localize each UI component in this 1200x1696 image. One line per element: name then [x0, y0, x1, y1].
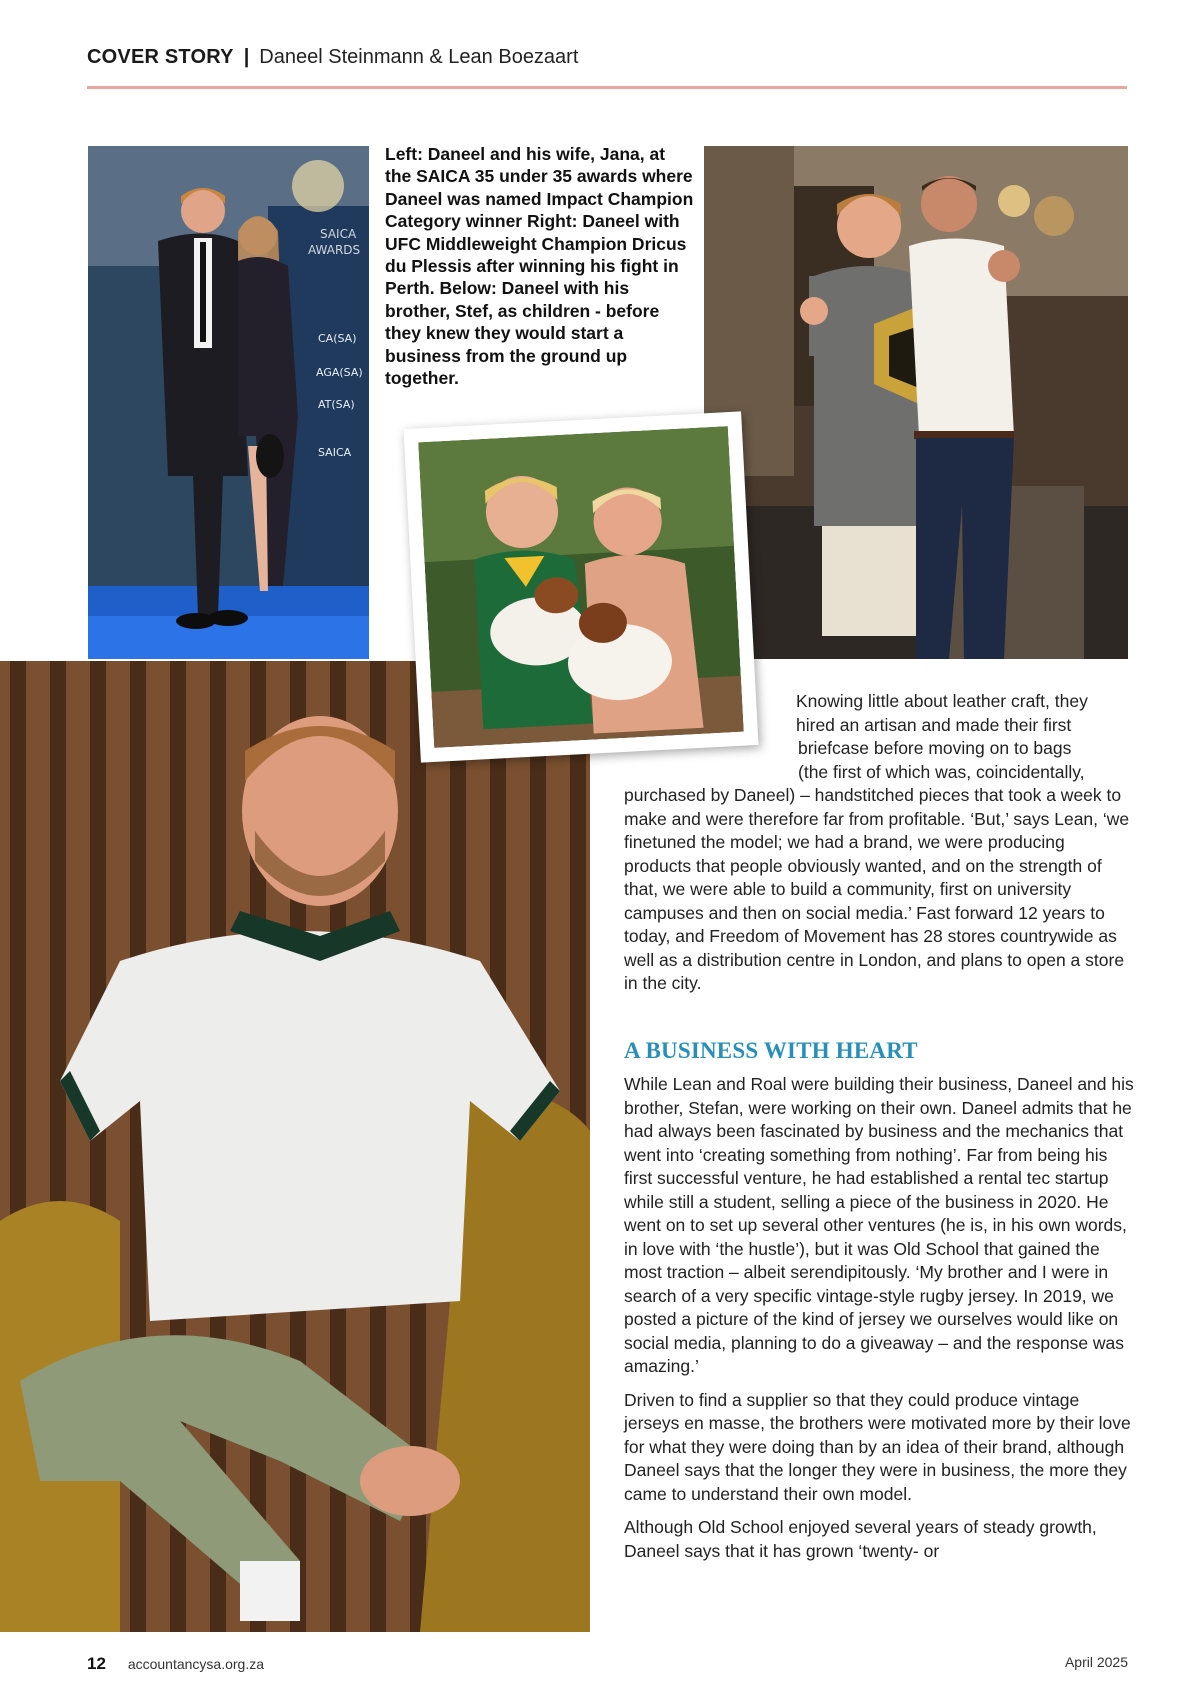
article-paragraph-3: Driven to find a supplier so that they could produce vintage jerseys en masse, the brothers were motivated more by their love for what they were doing than by an idea of their brand, although Daneel says that the longer they were in business, the more they came to understand their own model. — [624, 1389, 1131, 1504]
article-paragraph-1 — [624, 690, 1134, 996]
header-rule — [87, 86, 1127, 89]
wrapped-line-2: hired an artisan and made their first — [796, 714, 1072, 735]
article-body — [624, 1073, 1134, 1573]
wrapped-line-3: briefcase before moving on to bags — [798, 738, 1072, 758]
wrapped-line-1: Knowing little about leather craft, they — [796, 691, 1088, 711]
photo-caption: Left: Daneel and his wife, Jana, at the SAICA 35 under 35 awards where Daneel was named Impact Champion Category winner Right: Daneel with UFC Middleweight Champion Dricus du Plessis after winning his fight in Perth. Below: Daneel with his brother, Stef, as children - before they knew they would start a business from the ground up together. — [385, 144, 694, 389]
footer-date: April 2025 — [1064, 1654, 1128, 1670]
ufc-photo — [704, 146, 1128, 659]
article-paragraph-2: While Lean and Roal were building their business, Daneel and his brother, Stefan, were working on their own. Daneel admits that he had always been fascinated by business and the mechanics that went into ‘creating something from nothing’. Far from being his first successful venture, he had established a rental tec startup while still a student, selling a piece of the business in 2020. He went on to set up several other ventures (he is, in his own words, in love with ‘the hustle’), but it was Old School that gained the most traction – albeit serendipitously. ‘My brother and I were in search of a very specific vintage-style rugby jersey. In 2019, we posted a picture of the kind of jersey we ourselves would like on social media, planning to do a giveaway – and the response was amazing.’ — [624, 1074, 1134, 1376]
backdrop-text-ca: CA(SA) — [318, 332, 357, 345]
footer-website: accountancysa.org.za — [127, 1656, 265, 1672]
portrait-photo — [0, 661, 590, 1632]
page-header — [87, 46, 578, 69]
wrapped-line-4: (the first of which was, coincidentally, — [798, 761, 1085, 782]
backdrop-text-at: AT(SA) — [318, 398, 355, 411]
backdrop-text-saica-2: SAICA — [318, 446, 352, 459]
backdrop-text-aga: AGA(SA) — [316, 366, 363, 379]
backdrop-text-awards: AWARDS — [308, 243, 361, 257]
awards-photo — [88, 146, 369, 659]
backdrop-text-saica: SAICA — [320, 227, 357, 241]
article-paragraph-4: Although Old School enjoyed several years of steady growth, Daneel says that it has grown ‘twenty- or — [624, 1517, 1097, 1561]
header-separator: | — [243, 46, 250, 68]
section-label: COVER STORY — [87, 46, 234, 68]
page-number: 12 — [87, 1654, 106, 1673]
header-authors: Daneel Steinmann & Lean Boezaart — [259, 46, 579, 68]
section-subheading: A BUSINESS WITH HEART — [624, 1038, 918, 1063]
paragraph-1-continued: purchased by Daneel) – handstitched pieces that took a week to make and were therefore far from profitable. ‘But,’ says Lean, ‘we finetuned the model; we had a brand, we were producing products that people obviously wanted, and on the strength of that, we were able to build a community, first on university campuses and then on social media.’ Fast forward 12 years to today, and Freedom of Movement has 28 stores countrywide as well as a distribution centre in London, and plans to open a store in the city. — [624, 785, 1130, 993]
footer-left — [87, 1654, 264, 1674]
